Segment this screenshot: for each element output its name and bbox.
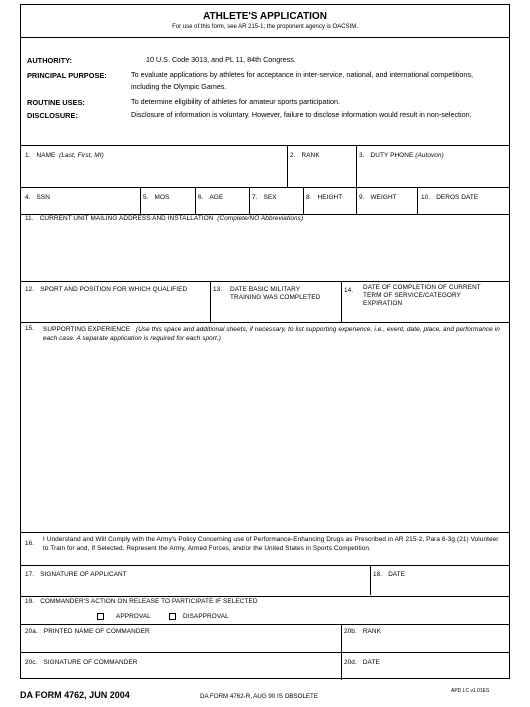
field-18-label: 18. DATE: [373, 571, 406, 578]
form-number: DA FORM 4762, JUN 2004: [20, 690, 130, 700]
athlete-application-form: [20, 4, 510, 679]
disapproval-checkbox[interactable]: [169, 613, 176, 620]
disclosure-text: Disclosure of information is voluntary. However, failure to disclose information would result in non-selection.: [131, 110, 472, 119]
approval-label: APPROVAL: [116, 613, 151, 620]
field-2-label: 2. RANK: [290, 152, 320, 159]
field-10-label: 10. DEROS DATE: [421, 194, 479, 201]
age-input[interactable]: [198, 203, 246, 213]
field-6-label: 6. AGE: [198, 194, 224, 201]
commander-name-input[interactable]: [25, 638, 337, 650]
field-20a-label: 20a. PRINTED NAME OF COMMANDER: [25, 628, 150, 635]
term-expiration-date-input[interactable]: [344, 311, 507, 320]
field-8-label: 8. HEIGHT: [306, 194, 343, 201]
purpose-label: PRINCIPAL PURPOSE:: [27, 71, 107, 80]
mailing-address-input[interactable]: [25, 227, 507, 279]
obsolete-note: DA FORM 4762-R, AUG 90 IS OBSOLETE: [200, 693, 318, 700]
field-13-text: DATE BASIC MILITARY TRAINING WAS COMPLETED: [230, 286, 321, 301]
rank-input[interactable]: [290, 163, 352, 185]
field-15-number: 15.: [25, 325, 35, 332]
field-20c-label: 20c. SIGNATURE OF COMMANDER: [25, 659, 138, 666]
supporting-experience-input[interactable]: [25, 347, 507, 530]
divider: [21, 37, 509, 38]
field-5-label: 5. MOS: [143, 194, 170, 201]
form-subtitle: For use of this form, see AR 215-1; the proponent agency is OACSIM.: [172, 24, 358, 30]
field-13-label: 13.: [213, 286, 223, 293]
field-9-label: 9. WEIGHT: [359, 194, 397, 201]
authority-text: 10 U.S. Code 3013, and PL 11, 84th Congress.: [146, 55, 296, 64]
field-19-label: 19. COMMANDER'S ACTION ON RELEASE TO PARTICIPATE IF SELECTED: [25, 598, 258, 605]
field-1-label: 1. NAME (Last, First, MI): [25, 152, 104, 159]
commander-rank-input[interactable]: [344, 638, 507, 650]
name-input[interactable]: [25, 163, 283, 185]
authority-label: AUTHORITY:: [27, 56, 73, 65]
disapproval-label: DISAPPROVAL: [183, 613, 229, 620]
duty-phone-input[interactable]: [359, 163, 507, 185]
routine-uses-label: ROUTINE USES:: [27, 98, 85, 107]
field-16-number: 16.: [25, 540, 35, 547]
ssn-input[interactable]: [25, 203, 135, 213]
form-title: ATHLETE'S APPLICATION: [203, 11, 327, 22]
applicant-signature-input[interactable]: [25, 581, 366, 594]
field-14-label: 14.: [344, 287, 354, 294]
field-12-label: 12. SPORT AND POSITION FOR WHICH QUALIFIED: [25, 286, 188, 293]
version-note: APD LC v1.01ES: [451, 688, 490, 694]
routine-uses-text: To determine eligibility of athletes for amateur sports participation.: [131, 97, 340, 106]
height-input[interactable]: [306, 203, 354, 213]
weight-input[interactable]: [359, 203, 414, 213]
field-20d-label: 20d. DATE: [344, 659, 380, 666]
field-17-label: 17. SIGNATURE OF APPLICANT: [25, 571, 127, 578]
approval-checkbox[interactable]: [97, 613, 104, 620]
deros-date-input[interactable]: [421, 203, 507, 213]
field-11-label: 11. CURRENT UNIT MAILING ADDRESS AND INSTALLATION (Complete/NO Abbreviations): [25, 215, 304, 222]
sex-input[interactable]: [252, 203, 300, 213]
field-15-label: SUPPORTING EXPERIENCE (Use this space and additional sheets, if necessary, to list supporting experience, i.e., event, date, place, and performance in each case. A separate application is required for each sport.): [43, 326, 500, 342]
field-14-text: DATE OF COMPLETION OF CURRENT TERM OF SERVICE/CATEGORY EXPIRATION: [363, 284, 481, 307]
commander-signature-input[interactable]: [25, 668, 337, 678]
field-3-label: 3. DUTY PHONE (Autovon): [359, 152, 444, 159]
disclosure-label: DISCLOSURE:: [27, 111, 78, 120]
sport-position-input[interactable]: [25, 303, 206, 319]
purpose-text: To evaluate applications by athletes for acceptance in inter-service, national, and international competitions, including the Olympic Games.: [131, 70, 474, 91]
field-20b-label: 20b. RANK: [344, 628, 381, 635]
commander-date-input[interactable]: [344, 668, 507, 678]
field-7-label: 7. SEX: [252, 194, 277, 201]
mos-input[interactable]: [143, 203, 191, 213]
field-16-statement: I Understand and Will Comply with the Army's Policy Concerning use of Performance-Enhancing Drugs as Prescribed in AR 215-2, Para 6-3g (21) Volunteer to Train for and, If Selected, Represent the Army, Armed Forces, and/or the United States in Sports Competition.: [43, 536, 499, 552]
basic-training-date-input[interactable]: [213, 307, 337, 320]
applicant-date-input[interactable]: [373, 581, 507, 594]
divider: [21, 145, 509, 146]
field-4-label: 4. SSN: [25, 194, 50, 201]
